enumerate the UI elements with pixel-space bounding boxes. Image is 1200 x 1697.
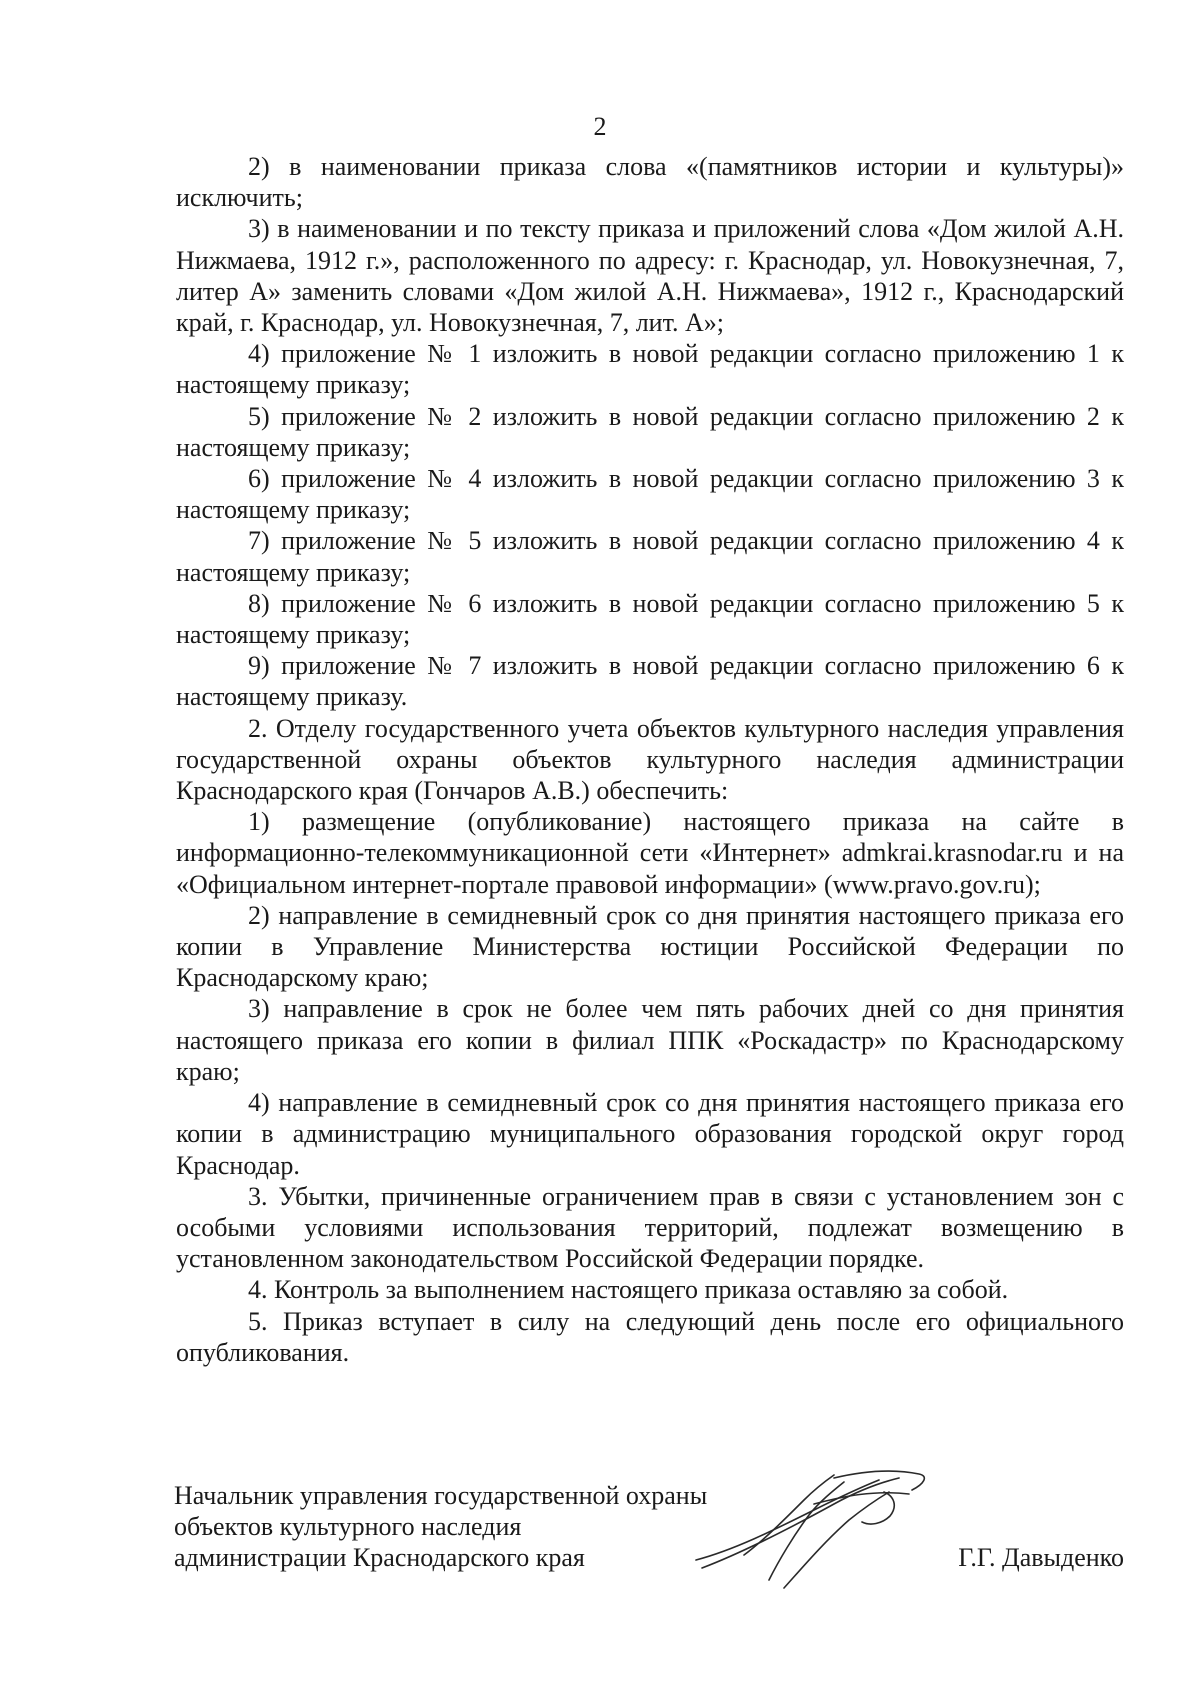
- paragraph-item-9: 9) приложение № 7 изложить в новой редакции согласно приложению 6 к настоящему приказу.: [176, 651, 1124, 712]
- paragraph-section-2-item-1: 1) размещение (опубликование) настоящего приказа на сайте в информационно-телекоммуникационной сети «Интернет» admkrai.krasnodar.ru и на «Официальном интернет-портале правовой информации» (www.pravo.gov.ru);: [176, 807, 1124, 899]
- paragraph-item-4: 4) приложение № 1 изложить в новой редакции согласно приложению 1 к настоящему приказу;: [176, 339, 1124, 400]
- signer-title-line: Начальник управления государственной охраны: [174, 1481, 708, 1510]
- paragraph-section-2-item-3: 3) направление в срок не более чем пять рабочих дней со дня принятия настоящего приказа его копии в филиал ППК «Роскадастр» по Краснодарскому краю;: [176, 994, 1124, 1086]
- paragraph-section-5: 5. Приказ вступает в силу на следующий день после его официального опубликования.: [176, 1306, 1124, 1367]
- paragraph-item-2: 2) в наименовании приказа слова «(памятников истории и культуры)» исключить;: [176, 152, 1124, 213]
- paragraph-section-3: 3. Убытки, причиненные ограничением прав в связи с установлением зон с особыми условиями использования территорий, подлежат возмещению в установленном законодательством Российской Федерации порядке.: [176, 1181, 1124, 1274]
- paragraph-section-4: 4. Контроль за выполнением настоящего приказа оставляю за собой.: [248, 1275, 1009, 1305]
- paragraph-section-2-item-4: 4) направление в семидневный срок со дня принятия настоящего приказа его копии в администрацию муниципального образования городской округ город Краснодар.: [176, 1088, 1124, 1180]
- signer-title-line: администрации Краснодарского края: [174, 1543, 585, 1572]
- signature-block: [174, 1480, 1124, 1630]
- paragraph-item-5: 5) приложение № 2 изложить в новой редакции согласно приложению 2 к настоящему приказу;: [176, 401, 1124, 462]
- paragraph-item-3: 3) в наименовании и по тексту приказа и приложений слова «Дом жилой А.Н. Нижмаева, 1912 г.», расположенного по адресу: г. Краснодар, ул. Новокузнечная, 7, литер А» заменить словами «Дом жилой А.Н. Нижмаева», 1912 г., Краснодарский край, г. Краснодар, ул. Новокузнечная, 7, лит. А»;: [176, 214, 1124, 338]
- paragraph-item-7: 7) приложение № 5 изложить в новой редакции согласно приложению 4 к настоящему приказу;: [176, 526, 1124, 587]
- paragraph-section-2: 2. Отделу государственного учета объектов культурного наследия управления государственной охраны объектов культурного наследия администрации Краснодарского края (Гончаров А.В.) обеспечить:: [176, 713, 1124, 806]
- signer-name: Г.Г. Давыденко: [958, 1543, 1124, 1572]
- paragraph-item-6: 6) приложение № 4 изложить в новой редакции согласно приложению 3 к настоящему приказу;: [176, 464, 1124, 525]
- handwritten-signature: [684, 1460, 934, 1595]
- document-body: [176, 151, 1124, 1368]
- signer-title-line: объектов культурного наследия: [174, 1512, 522, 1541]
- page-number: 2: [593, 112, 607, 141]
- paragraph-item-8: 8) приложение № 6 изложить в новой редакции согласно приложению 5 к настоящему приказу;: [176, 588, 1124, 650]
- paragraph-section-2-item-2: 2) направление в семидневный срок со дня принятия настоящего приказа его копии в Управление Министерства юстиции Российской Федерации по Краснодарскому краю;: [176, 900, 1124, 993]
